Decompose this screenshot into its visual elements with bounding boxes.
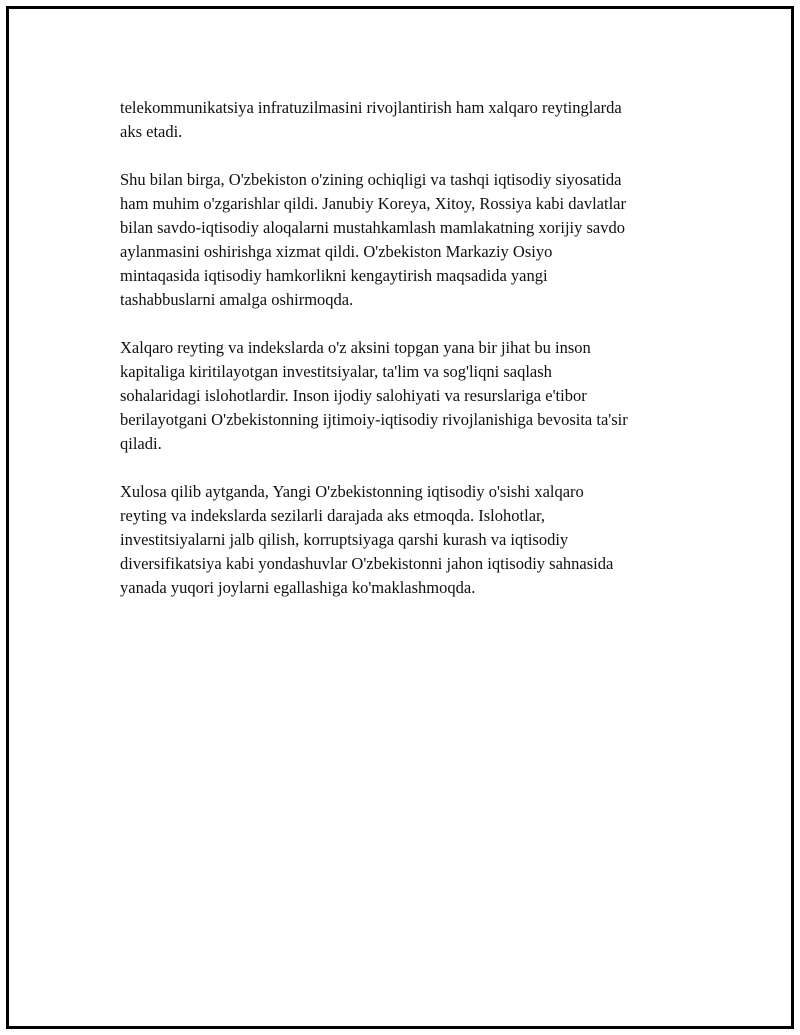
paragraph: [120, 336, 700, 456]
text-line: aks etadi.: [120, 122, 183, 141]
text-line: yanada yuqori joylarni egallashiga ko'maklashmoqda.: [120, 578, 476, 597]
text-line: Shu bilan birga, O'zbekiston o'zining ochiqligi va tashqi iqtisodiy siyosatida: [120, 170, 622, 189]
text-line: telekommunikatsiya infratuzilmasini rivojlantirish ham xalqaro reytinglarda: [120, 98, 622, 117]
document-page: [6, 6, 794, 1029]
text-line: tashabbuslarni amalga oshirmoqda.: [120, 290, 354, 309]
text-line: mintaqasida iqtisodiy hamkorlikni kengaytirish maqsadida yangi: [120, 266, 548, 285]
text-line: sohalaridagi islohotlardir. Inson ijodiy salohiyati va resurslariga e'tibor: [120, 386, 587, 405]
text-line: kapitaliga kiritilayotgan investitsiyalar, ta'lim va sog'liqni saqlash: [120, 362, 552, 381]
paragraph: [120, 168, 700, 312]
text-line: Xulosa qilib aytganda, Yangi O'zbekistonning iqtisodiy o'sishi xalqaro: [120, 482, 584, 501]
text-line: reyting va indekslarda sezilarli darajada aks etmoqda. Islohotlar,: [120, 506, 545, 525]
text-line: Xalqaro reyting va indekslarda o'z aksini topgan yana bir jihat bu inson: [120, 338, 591, 357]
text-line: ham muhim o'zgarishlar qildi. Janubiy Koreya, Xitoy, Rossiya kabi davlatlar: [120, 194, 626, 213]
document-body: [120, 96, 700, 624]
text-line: bilan savdo-iqtisodiy aloqalarni mustahkamlash mamlakatning xorijiy savdo: [120, 218, 625, 237]
text-line: investitsiyalarni jalb qilish, korruptsiyaga qarshi kurash va iqtisodiy: [120, 530, 569, 549]
text-line: qiladi.: [120, 434, 162, 453]
paragraph: [120, 480, 700, 600]
text-line: berilayotgani O'zbekistonning ijtimoiy-iqtisodiy rivojlanishiga bevosita ta'sir: [120, 410, 628, 429]
text-line: aylanmasini oshirishga xizmat qildi. O'zbekiston Markaziy Osiyo: [120, 242, 553, 261]
paragraph: [120, 96, 700, 144]
text-line: diversifikatsiya kabi yondashuvlar O'zbekistonni jahon iqtisodiy sahnasida: [120, 554, 614, 573]
